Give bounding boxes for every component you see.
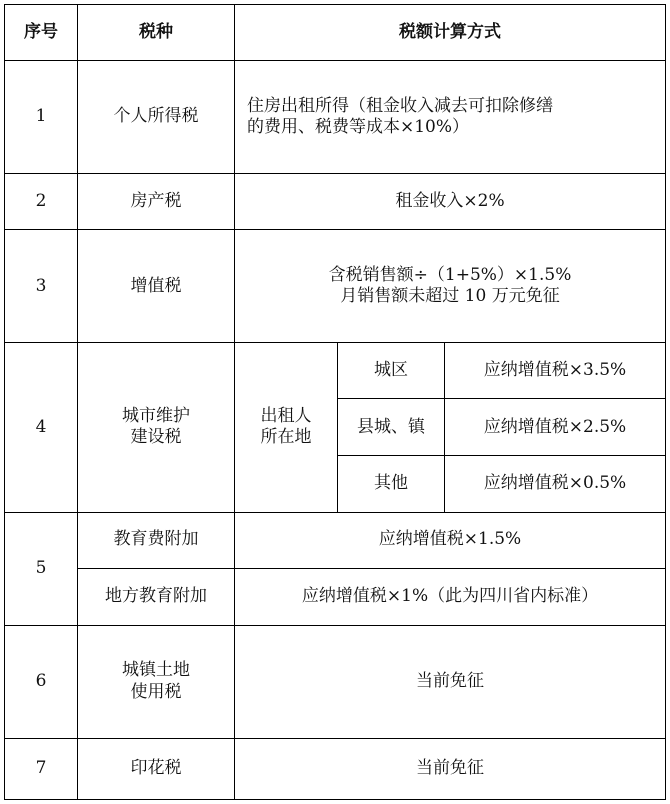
area-type: 城区 — [338, 343, 445, 399]
row-index: 6 — [5, 625, 78, 738]
tax-name-line: 城镇土地 — [122, 660, 190, 681]
table-row — [5, 230, 666, 343]
table-row — [5, 738, 666, 799]
tax-name-line: 使用税 — [130, 681, 182, 702]
table-row — [5, 343, 666, 399]
tax-name — [78, 343, 235, 512]
header-row — [5, 5, 666, 61]
tax-rate: 应纳增值税×2.5% — [445, 399, 666, 456]
area-type: 其他 — [338, 456, 445, 512]
tax-table — [4, 4, 666, 800]
landlord-location-line: 所在地 — [260, 427, 312, 448]
tax-method-line: 住房出租所得（租金收入减去可扣除修缮 — [247, 95, 553, 116]
row-index: 3 — [5, 230, 78, 343]
tax-method: 当前免征 — [235, 738, 666, 799]
area-type: 县城、镇 — [338, 399, 445, 456]
tax-name — [78, 625, 235, 738]
row-index: 4 — [5, 343, 78, 512]
table-row — [5, 61, 666, 174]
tax-method: 应纳增值税×1%（此为四川省内标准） — [235, 568, 666, 625]
tax-name: 地方教育附加 — [78, 568, 235, 625]
tax-rate: 应纳增值税×0.5% — [445, 456, 666, 512]
row-index: 2 — [5, 174, 78, 230]
tax-method: 当前免征 — [235, 625, 666, 738]
header-method: 税额计算方式 — [235, 5, 666, 61]
tax-method: 应纳增值税×1.5% — [235, 512, 666, 568]
tax-name: 增值税 — [78, 230, 235, 343]
tax-name: 个人所得税 — [78, 61, 235, 174]
table-row — [5, 512, 666, 568]
tax-method-line: 的费用、税费等成本×10%） — [247, 117, 470, 138]
tax-method: 租金收入×2% — [235, 174, 666, 230]
row-index: 5 — [5, 512, 78, 625]
tax-name-line: 建设税 — [130, 427, 182, 448]
landlord-location — [235, 343, 338, 512]
table-row — [5, 625, 666, 738]
row-index: 1 — [5, 61, 78, 174]
tax-method-line: 月销售额未超过 10 万元免征 — [340, 286, 560, 307]
header-index: 序号 — [5, 5, 78, 61]
tax-rate: 应纳增值税×3.5% — [445, 343, 666, 399]
tax-name: 印花税 — [78, 738, 235, 799]
row-index: 7 — [5, 738, 78, 799]
tax-method-line: 含税销售额÷（1+5%）×1.5% — [328, 265, 572, 286]
tax-name-line: 城市维护 — [122, 406, 190, 427]
header-tax-type: 税种 — [78, 5, 235, 61]
table-row — [5, 174, 666, 230]
tax-method — [235, 61, 666, 174]
landlord-location-line: 出租人 — [260, 406, 312, 427]
tax-method — [235, 230, 666, 343]
tax-name: 教育费附加 — [78, 512, 235, 568]
tax-name: 房产税 — [78, 174, 235, 230]
table-row — [5, 568, 666, 625]
